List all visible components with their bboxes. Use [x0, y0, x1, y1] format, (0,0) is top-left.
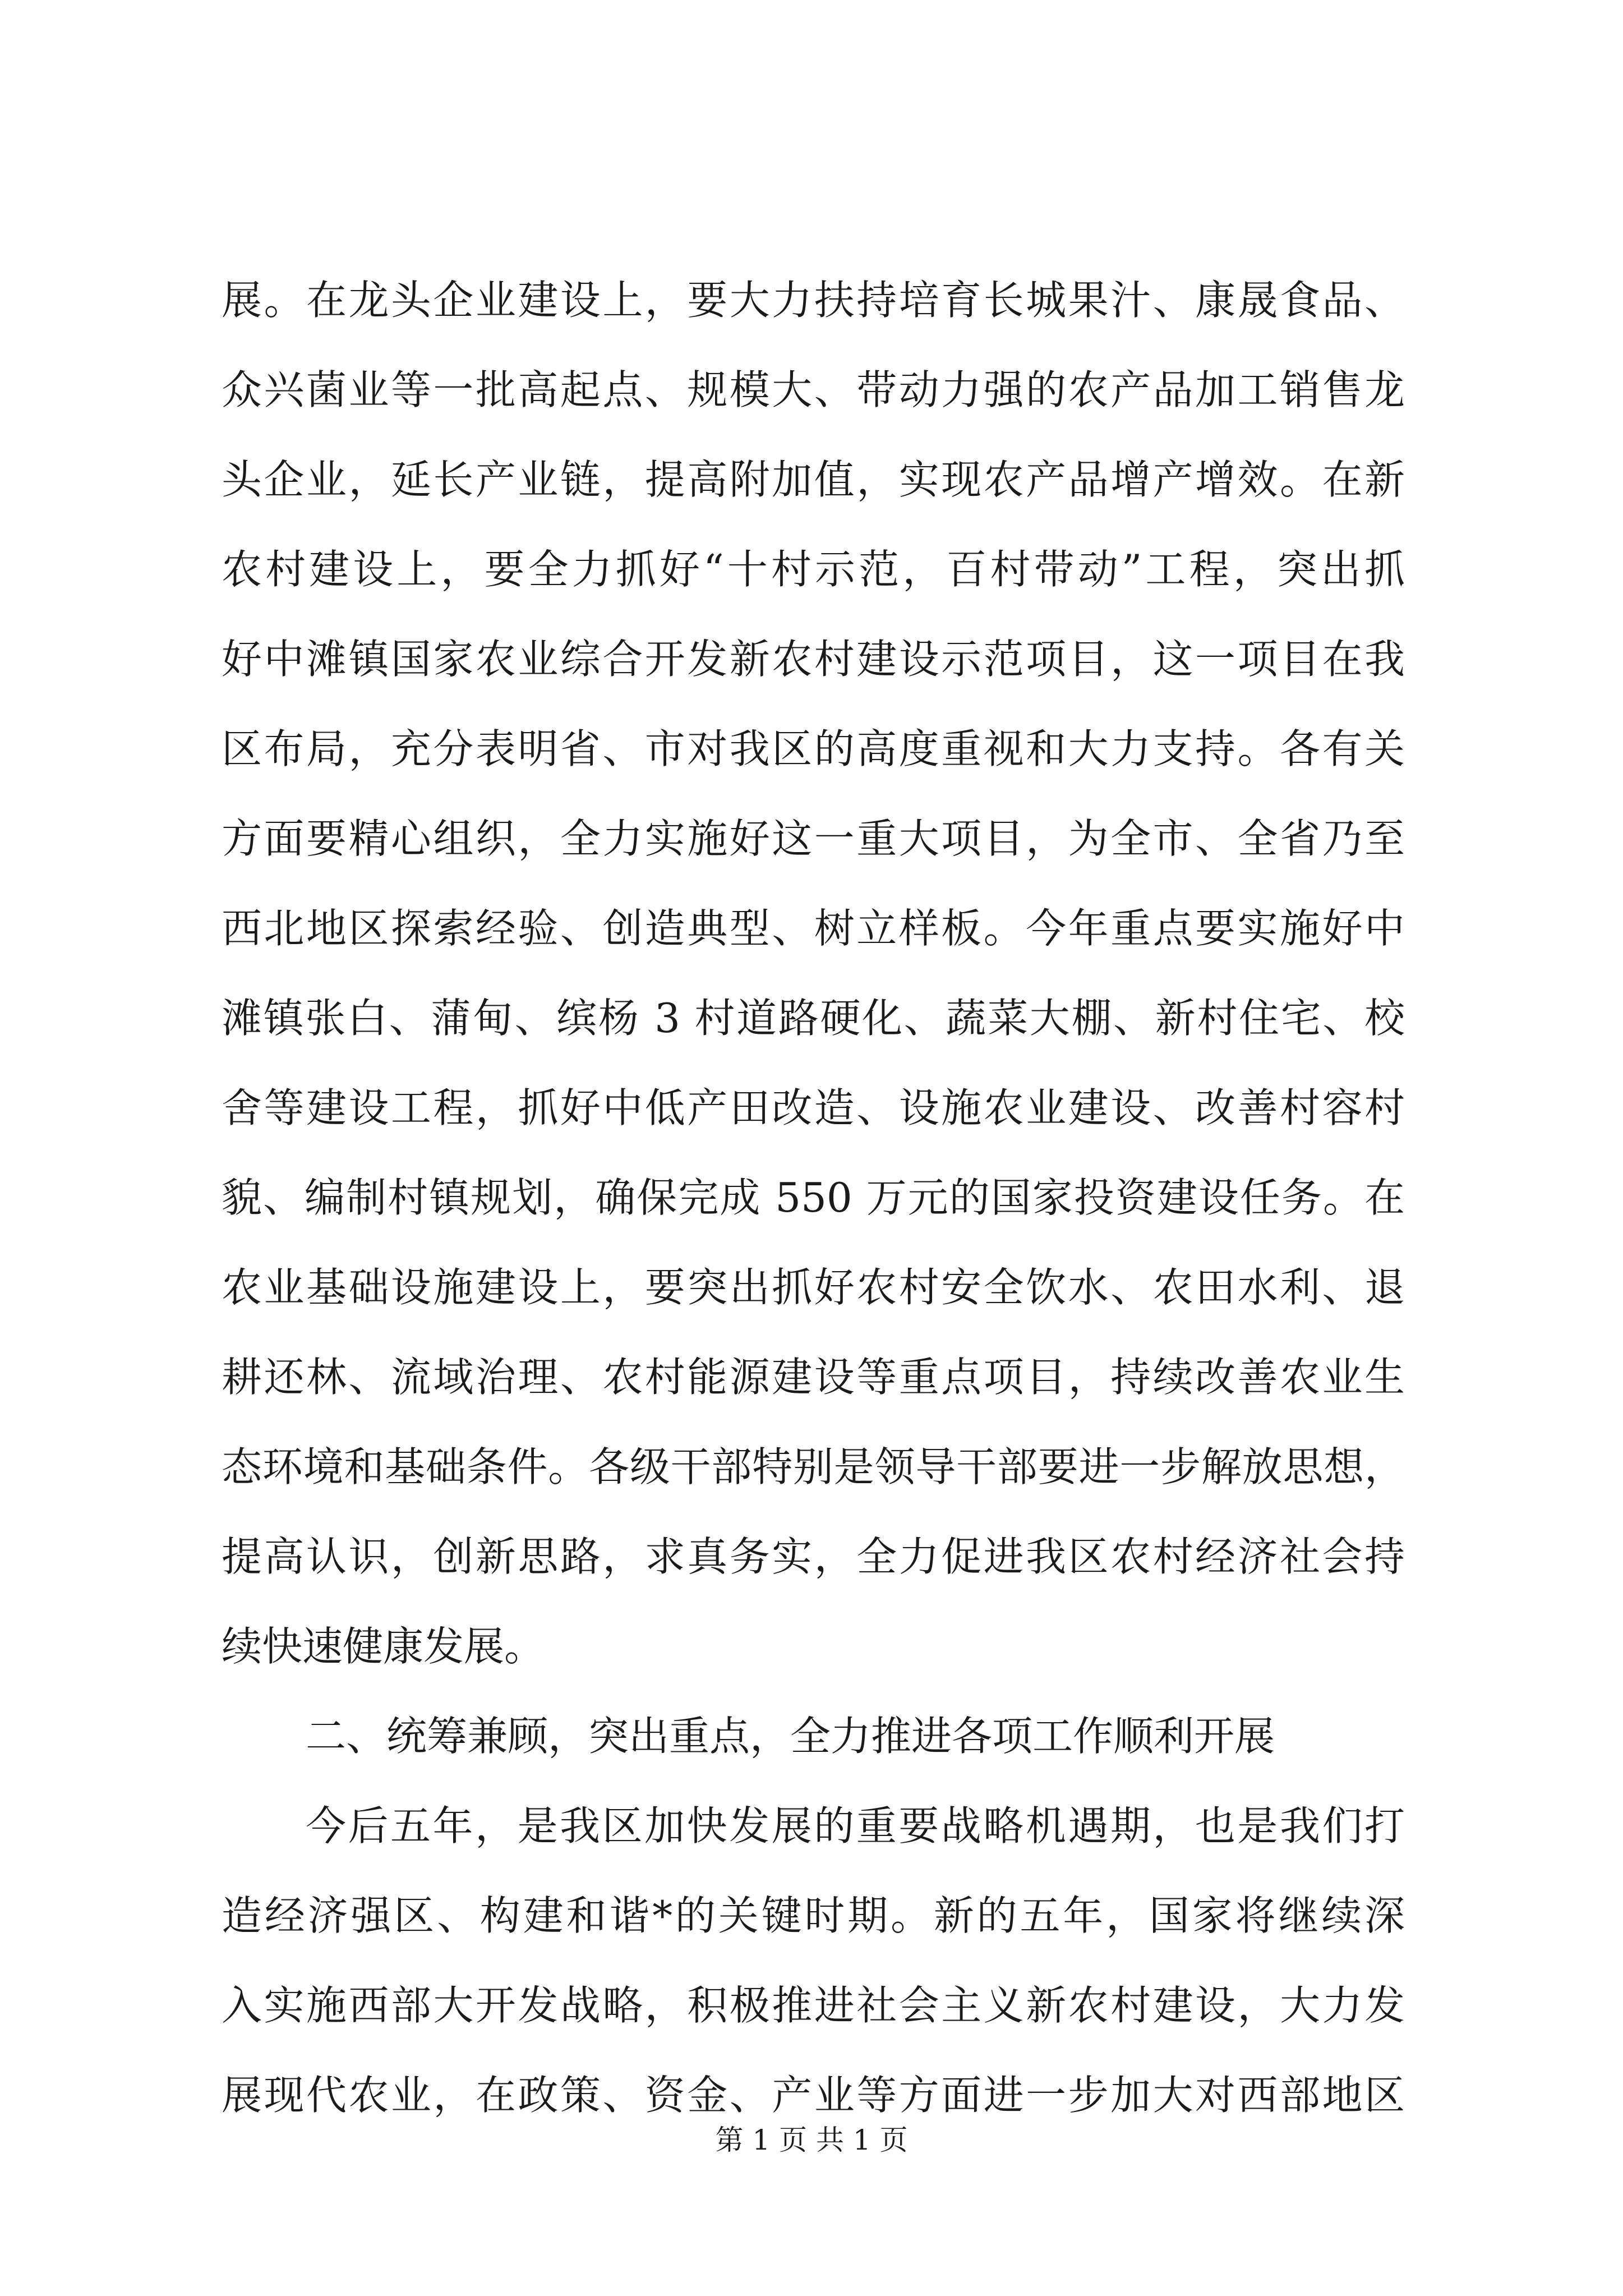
text-line: 今后五年，是我区加快发展的重要战略机遇期，也是我们打	[306, 1802, 1405, 1849]
section-heading: 二、统筹兼顾，突出重点，全力推进各项工作顺利开展	[306, 1713, 1275, 1760]
text-line: 态环境和基础条件。各级干部特别是领导干部要进一步解放思想，	[222, 1443, 1405, 1490]
document-body	[222, 255, 1405, 2140]
text-line: 耕还林、流域治理、农村能源建设等重点项目，持续改善农业生	[222, 1354, 1405, 1401]
text-line: 头企业，延长产业链，提高附加值，实现农产品增产增效。在新	[222, 456, 1405, 503]
text-line: 舍等建设工程，抓好中低产田改造、设施农业建设、改善村容村	[222, 1084, 1405, 1131]
page-number-footer: 第 1 页 共 1 页	[715, 2124, 908, 2156]
text-line: 好中滩镇国家农业综合开发新农村建设示范项目，这一项目在我	[222, 636, 1405, 683]
text-line: 区布局，充分表明省、市对我区的高度重视和大力支持。各有关	[222, 725, 1405, 772]
text-line: 众兴菌业等一批高起点、规模大、带动力强的农产品加工销售龙	[222, 366, 1405, 413]
text-line: 农村建设上，要全力抓好“十村示范，百村带动”工程，突出抓	[222, 546, 1405, 593]
text-line: 提高认识，创新思路，求真务实，全力促进我区农村经济社会持	[222, 1533, 1405, 1580]
text-line: 貌、编制村镇规划，确保完成 550 万元的国家投资建设任务。在	[222, 1174, 1405, 1221]
text-line: 方面要精心组织，全力实施好这一重大项目，为全市、全省乃至	[222, 815, 1405, 862]
text-line: 西北地区探索经验、创造典型、树立样板。今年重点要实施好中	[222, 905, 1405, 952]
text-line: 续快速健康发展。	[222, 1623, 545, 1670]
text-line: 展。在龙头企业建设上，要大力扶持培育长城果汁、康晟食品、	[222, 277, 1405, 324]
text-line: 造经济强区、构建和谐*的关键时期。新的五年，国家将继续深	[222, 1892, 1405, 1939]
text-line: 展现代农业，在政策、资金、产业等方面进一步加大对西部地区	[222, 2072, 1405, 2119]
text-line: 农业基础设施建设上，要突出抓好农村安全饮水、农田水利、退	[222, 1264, 1405, 1311]
text-line: 入实施西部大开发战略，积极推进社会主义新农村建设，大力发	[222, 1982, 1405, 2029]
text-line: 滩镇张白、蒲甸、缤杨 3 村道路硬化、蔬菜大棚、新村住宅、校	[222, 995, 1405, 1042]
